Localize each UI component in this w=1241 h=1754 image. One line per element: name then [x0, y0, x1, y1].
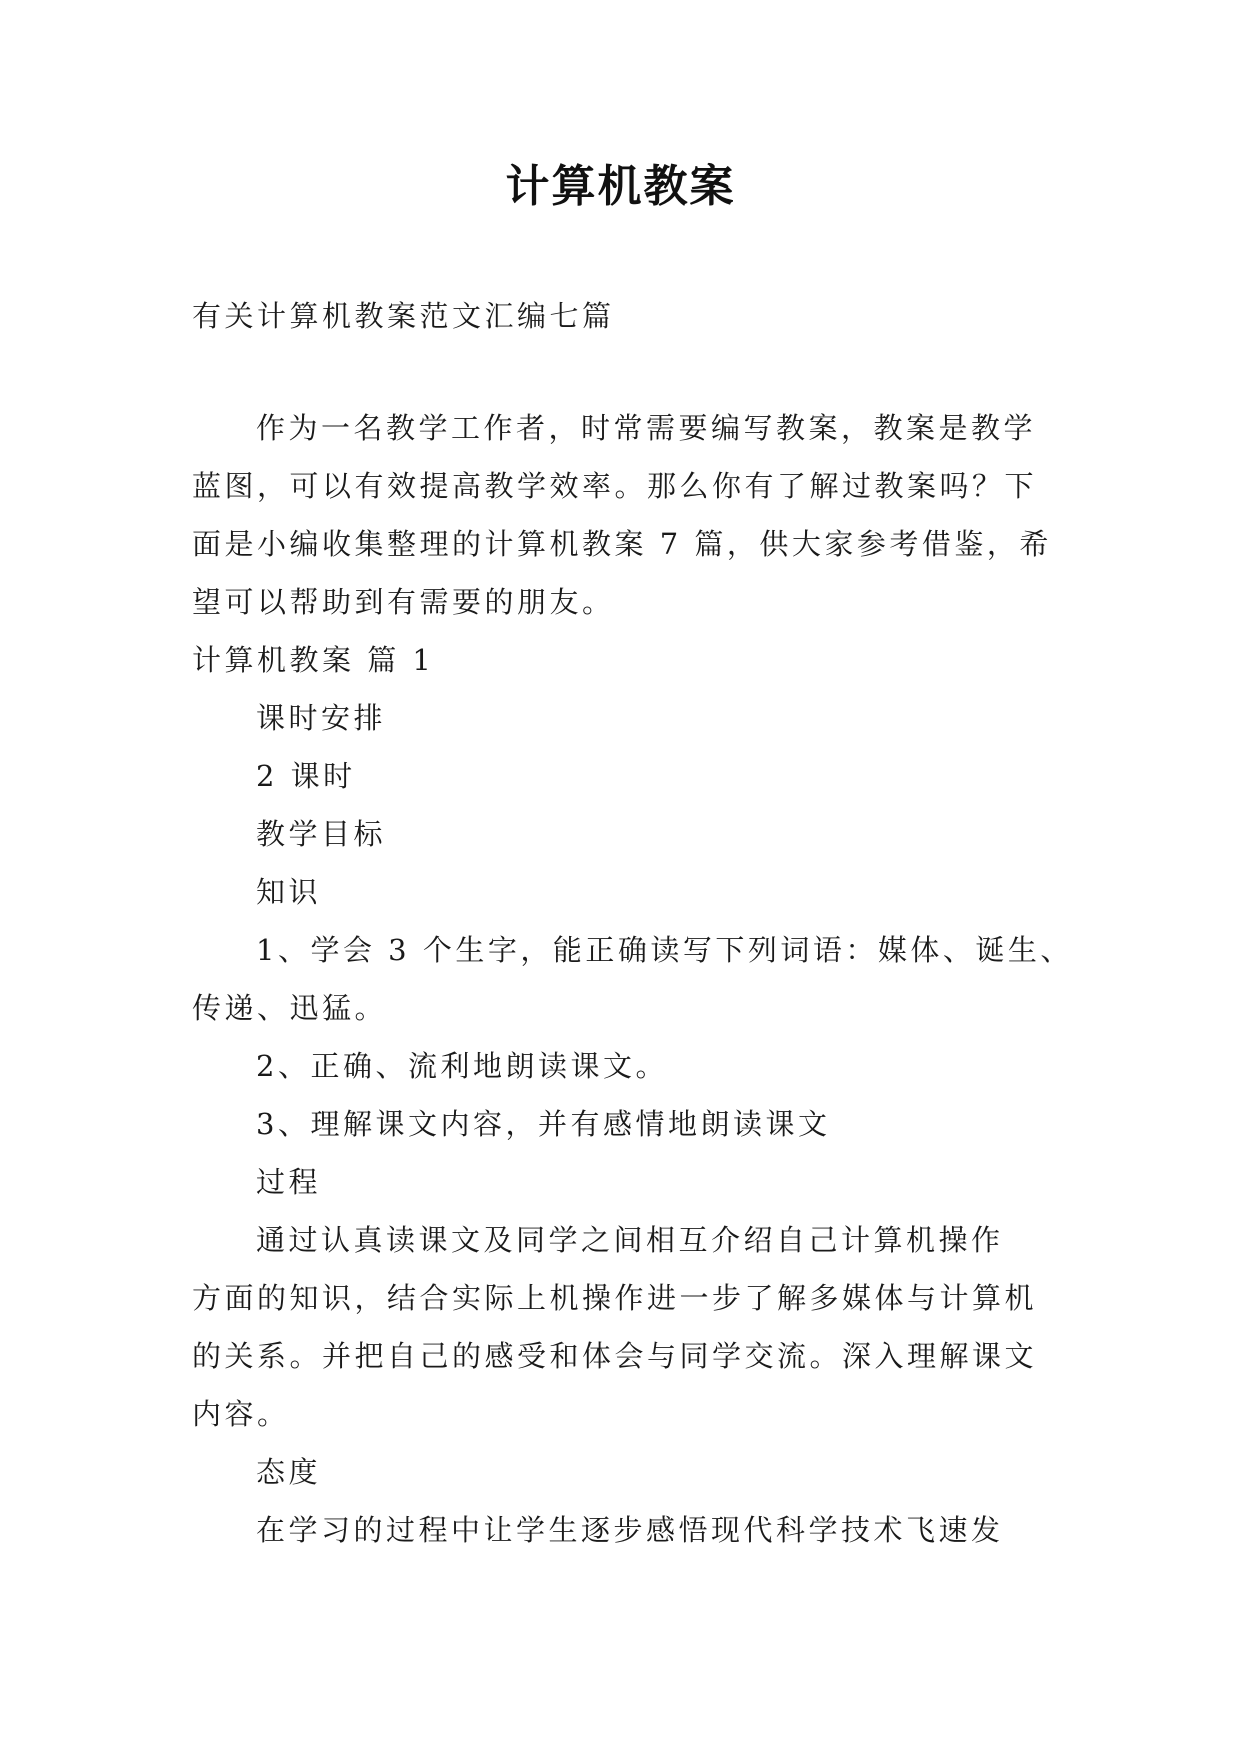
list-item: 3、理解课文内容，并有感情地朗读课文: [256, 1107, 831, 1141]
paragraph-line: 方面的知识，结合实际上机操作进一步了解多媒体与计算机: [192, 1281, 1038, 1315]
list-item: 1、学会 3 个生字，能正确读写下列词语：媒体、诞生、: [256, 933, 1073, 967]
paragraph-line: 2 课时: [256, 759, 356, 793]
subheading: 态度: [256, 1455, 322, 1489]
paragraph-line: 的关系。并把自己的感受和体会与同学交流。深入理解课文: [192, 1339, 1038, 1373]
subheading: 知识: [256, 875, 322, 909]
subheading: 课时安排: [256, 701, 387, 735]
paragraph-line: 作为一名教学工作者，时常需要编写教案，教案是教学: [256, 411, 1037, 445]
section-heading: 计算机教案 篇 1: [192, 643, 435, 677]
paragraph-line: 蓝图，可以有效提高教学效率。那么你有了解过教案吗？下: [192, 469, 1038, 503]
paragraph-line: 通过认真读课文及同学之间相互介绍自己计算机操作: [256, 1223, 1004, 1257]
paragraph-line: 望可以帮助到有需要的朋友。: [192, 585, 615, 619]
paragraph-line: 在学习的过程中让学生逐步感悟现代科学技术飞速发: [256, 1513, 1004, 1547]
paragraph-line: 传递、迅猛。: [192, 991, 388, 1025]
subheading: 过程: [256, 1165, 322, 1199]
subheading: 教学目标: [256, 817, 387, 851]
paragraph-line: 内容。: [192, 1397, 290, 1431]
paragraph-line: 面是小编收集整理的计算机教案 7 篇，供大家参考借鉴，希: [192, 527, 1052, 561]
list-item: 2、正确、流利地朗读课文。: [256, 1049, 668, 1083]
document-subtitle: 有关计算机教案范文汇编七篇: [192, 299, 615, 333]
document-title: 计算机教案: [505, 161, 736, 212]
